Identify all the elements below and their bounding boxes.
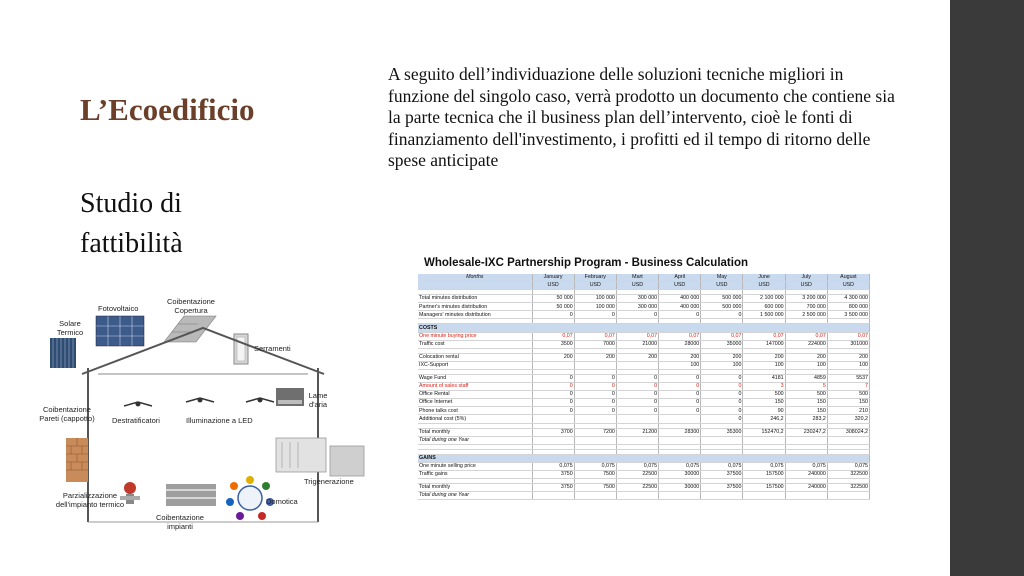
value-cell: 0,075 [659,462,701,470]
value-cell: 300 000 [616,295,658,303]
value-cell: 50 000 [532,303,574,311]
row-label-cell: Wage Fund [418,374,532,382]
value-cell: 322500 [827,470,869,478]
value-cell: 800 000 [827,303,869,311]
value-cell: 150 [785,407,827,415]
value-cell: 4181 [743,374,785,382]
business-calculation-spreadsheet [418,252,870,528]
value-cell: 2 500 000 [785,311,827,319]
value-cell: 22500 [616,470,658,478]
value-cell: 3750 [532,470,574,478]
value-cell [574,436,616,444]
right-sidebar-bar [950,0,1024,576]
value-cell [659,492,701,500]
value-cell: 0,07 [785,332,827,340]
value-cell: 0,07 [659,332,701,340]
value-cell: 28300 [659,428,701,436]
spreadsheet-data-row [418,436,870,444]
month-header-cell: Mart [616,274,658,282]
value-cell: 230247,2 [785,428,827,436]
value-cell: 35300 [701,428,743,436]
value-cell [827,436,869,444]
month-header-cell: June [743,274,785,282]
row-label-cell: Office Rental [418,391,532,399]
value-cell: 0 [659,383,701,391]
value-cell: 0 [532,383,574,391]
value-cell: 300 000 [616,303,658,311]
value-cell: 500 000 [701,303,743,311]
row-label-cell: Traffic cost [418,340,532,348]
value-cell: 22500 [616,483,658,491]
value-cell: 200 [616,353,658,361]
value-cell: 0,075 [785,462,827,470]
value-cell: 400 000 [659,303,701,311]
value-cell [616,361,658,369]
value-cell: 100 000 [574,303,616,311]
value-cell: 0 [701,415,743,423]
value-cell: 0 [659,374,701,382]
currency-cell: USD [827,282,869,290]
value-cell: 150 [827,399,869,407]
value-cell: 7500 [574,470,616,478]
spreadsheet-table [418,274,870,500]
value-cell: 1 500 000 [743,311,785,319]
spreadsheet-data-row [418,407,870,415]
spreadsheet-data-row [418,399,870,407]
value-cell: 246,2 [743,415,785,423]
spreadsheet-data-row [418,374,870,382]
value-cell [701,436,743,444]
value-cell: 700 000 [785,303,827,311]
value-cell: 240000 [785,483,827,491]
value-cell: 0 [659,311,701,319]
value-cell: 0 [616,399,658,407]
value-cell: 0 [701,383,743,391]
label-destratificatori: Destratificatori [112,416,160,425]
month-header-cell: July [785,274,827,282]
value-cell [785,492,827,500]
value-cell: 21200 [616,428,658,436]
spreadsheet-data-row [418,361,870,369]
label-fotovoltaico: Fotovoltaico [98,304,139,313]
currency-cell: USD [743,282,785,290]
label-trigenerazione: Trigenerazione [304,477,354,486]
value-cell: 0,07 [616,332,658,340]
wall-insulation-photo [66,438,88,482]
months-label-cell: Months [418,274,532,282]
value-cell: 500 [785,391,827,399]
currency-cell: USD [785,282,827,290]
row-label-cell: Total during one Year [418,492,532,500]
row-label-cell: One minute selling price [418,462,532,470]
value-cell: 150 [785,399,827,407]
slide-title: L’Ecoedificio [80,92,255,127]
value-cell: 37500 [701,483,743,491]
value-cell [616,492,658,500]
value-cell: 600 000 [743,303,785,311]
value-cell: 3 200 000 [785,295,827,303]
value-cell: 0,075 [701,462,743,470]
value-cell: 308024,2 [827,428,869,436]
value-cell: 200 [659,353,701,361]
value-cell: 200 [701,353,743,361]
spreadsheet-data-row [418,391,870,399]
value-cell: 0 [616,391,658,399]
slide-subtitle: Studio di fattibilità [80,188,183,259]
row-label-cell: Colocation rental [418,353,532,361]
value-cell: 200 [743,353,785,361]
value-cell: 301000 [827,340,869,348]
value-cell: 400 000 [659,295,701,303]
month-header-cell: August [827,274,869,282]
currency-cell: USD [659,282,701,290]
label-coibentazione-pareti: Coibentazione Pareti (cappotto) [39,405,95,423]
row-label-cell: Additional cost (5%) [418,415,532,423]
window-frame-photo [234,334,248,364]
value-cell: 100 [785,361,827,369]
value-cell: 0,075 [532,462,574,470]
spreadsheet-data-row [418,332,870,340]
value-cell: 0 [532,311,574,319]
spreadsheet-data-row [418,295,870,303]
value-cell [532,492,574,500]
spreadsheet-data-row [418,303,870,311]
label-lame-aria: Lame d'aria [308,391,328,409]
value-cell: 0 [659,407,701,415]
month-header-cell: February [574,274,616,282]
spreadsheet-data-row [418,311,870,319]
value-cell: 157500 [743,470,785,478]
value-cell: 0 [574,311,616,319]
row-label-cell: Total minutes distribution [418,295,532,303]
label-serramenti: Serramenti [254,344,291,353]
ecobuilding-diagram [38,288,378,543]
value-cell: 0,075 [616,462,658,470]
value-cell: 0,07 [574,332,616,340]
value-cell: 200 [574,353,616,361]
value-cell: 0 [616,407,658,415]
value-cell: 30000 [659,483,701,491]
solar-panel-photo [96,316,144,346]
value-cell: 150 [743,399,785,407]
month-header-cell: January [532,274,574,282]
value-cell: 0,075 [743,462,785,470]
currency-cell: USD [616,282,658,290]
currency-cell: USD [574,282,616,290]
section-label-cell: COSTS [418,324,870,332]
row-label-cell: Total during one Year [418,436,532,444]
value-cell [616,436,658,444]
value-cell: 4 300 000 [827,295,869,303]
value-cell: 0,075 [827,462,869,470]
spreadsheet-data-row [418,383,870,391]
value-cell [785,436,827,444]
value-cell: 100 [701,361,743,369]
value-cell: 90 [743,407,785,415]
value-cell: 200 [827,353,869,361]
value-cell: 100 [659,361,701,369]
month-header-cell: May [701,274,743,282]
value-cell: 0 [616,383,658,391]
value-cell: 35000 [701,340,743,348]
value-cell: 0 [574,399,616,407]
value-cell: 100 000 [574,295,616,303]
value-cell: 0 [659,399,701,407]
value-cell: 5537 [827,374,869,382]
value-cell: 152470,2 [743,428,785,436]
value-cell: 157500 [743,483,785,491]
label-solare-termico: Solare Termico [56,319,84,337]
row-label-cell: Phone talks cost [418,407,532,415]
value-cell [743,436,785,444]
month-header-cell: April [659,274,701,282]
label-coibentazione-impianti: Coibentazione impianti [156,513,204,531]
value-cell: 0 [701,311,743,319]
value-cell [827,492,869,500]
value-cell: 500 000 [701,295,743,303]
section-label-cell: GAINS [418,454,870,462]
currency-label-cell [418,282,532,290]
value-cell: 0 [701,407,743,415]
value-cell: 0 [574,407,616,415]
spreadsheet-section-row [418,324,870,332]
value-cell: 7 [827,383,869,391]
value-cell: 240000 [785,470,827,478]
spreadsheet-header-row [418,274,870,282]
value-cell: 100 [743,361,785,369]
spreadsheet-data-row [418,415,870,423]
value-cell: 3500 [532,340,574,348]
value-cell: 500 [743,391,785,399]
row-label-cell: Amount of sales staff [418,383,532,391]
value-cell [574,415,616,423]
value-cell: 283,2 [785,415,827,423]
value-cell: 200 [785,353,827,361]
spreadsheet-section-row [418,454,870,462]
label-coibentazione-copertura: Coibentazione Copertura [167,297,215,315]
spreadsheet-data-row [418,340,870,348]
value-cell: 0 [532,407,574,415]
value-cell: 3 [743,383,785,391]
value-cell [574,361,616,369]
air-curtain-photo [276,388,304,406]
value-cell [574,492,616,500]
value-cell: 3700 [532,428,574,436]
value-cell: 0,07 [827,332,869,340]
row-label-cell: Total monthly [418,483,532,491]
value-cell: 322500 [827,483,869,491]
value-cell: 30000 [659,470,701,478]
spreadsheet-data-row [418,428,870,436]
value-cell: 147000 [743,340,785,348]
value-cell: 0 [532,399,574,407]
spreadsheet-currency-row [418,282,870,290]
spreadsheet-data-row [418,470,870,478]
value-cell [532,415,574,423]
value-cell: 100 [827,361,869,369]
value-cell [701,492,743,500]
spreadsheet-data-row [418,492,870,500]
value-cell: 0 [616,311,658,319]
value-cell [532,436,574,444]
value-cell: 0 [701,399,743,407]
value-cell: 210 [827,407,869,415]
slide-body-text: A seguito dell’individuazione delle soluzioni tecniche migliori in funzione del singolo caso, verrà prodotto un documento che contiene sia la parte tecnica che il business plan dell’intervento, cioè le fonti di finanziamento dell'investimento, i profitti ed il tempo di ritorno delle spese anticipate [388,64,895,170]
value-cell: 0 [532,391,574,399]
value-cell: 4859 [785,374,827,382]
value-cell: 0 [574,391,616,399]
trigeneration-photo [276,438,364,476]
row-label-cell: One minute buying price [418,332,532,340]
value-cell: 200 [532,353,574,361]
value-cell [659,436,701,444]
value-cell: 0 [574,383,616,391]
value-cell: 3 500 000 [827,311,869,319]
value-cell: 50 000 [532,295,574,303]
label-parzializzazione: Parzializzazione dell'impianto termico [55,491,125,509]
value-cell [743,492,785,500]
value-cell: 224000 [785,340,827,348]
value-cell: 5 [785,383,827,391]
value-cell: 7200 [574,428,616,436]
destratifier-fans [124,398,274,407]
value-cell: 0,07 [743,332,785,340]
value-cell: 0 [532,374,574,382]
value-cell [616,415,658,423]
row-label-cell: Partner's minutes distribution [418,303,532,311]
value-cell: 0,07 [701,332,743,340]
value-cell: 21000 [616,340,658,348]
label-illuminazione-led: Illuminazione a LED [186,416,253,425]
spreadsheet-title: Wholesale-IXC Partnership Program - Business Calculation [424,257,748,269]
row-label-cell: Office Internet [418,399,532,407]
value-cell: 320,2 [827,415,869,423]
value-cell: 28000 [659,340,701,348]
value-cell: 0 [659,391,701,399]
value-cell: 0 [616,374,658,382]
value-cell: 0 [701,391,743,399]
value-cell [659,415,701,423]
row-label-cell: Total monthly [418,428,532,436]
value-cell: 2 100 000 [743,295,785,303]
row-label-cell: Managers' minutes distribution [418,311,532,319]
pipe-insulation-photo [166,484,216,506]
label-domotica: Domotica [266,497,298,506]
value-cell: 0,07 [532,332,574,340]
spreadsheet-data-row [418,462,870,470]
value-cell: 7500 [574,483,616,491]
value-cell: 7000 [574,340,616,348]
value-cell: 3750 [532,483,574,491]
value-cell [532,361,574,369]
currency-cell: USD [701,282,743,290]
value-cell: 37500 [701,470,743,478]
spreadsheet-data-row [418,353,870,361]
row-label-cell: Traffic gains [418,470,532,478]
row-label-cell: IXC-Support [418,361,532,369]
currency-cell: USD [532,282,574,290]
value-cell: 0,075 [574,462,616,470]
spreadsheet-data-row [418,483,870,491]
solar-thermal-photo [50,338,76,368]
value-cell: 500 [827,391,869,399]
value-cell: 0 [701,374,743,382]
value-cell: 0 [574,374,616,382]
